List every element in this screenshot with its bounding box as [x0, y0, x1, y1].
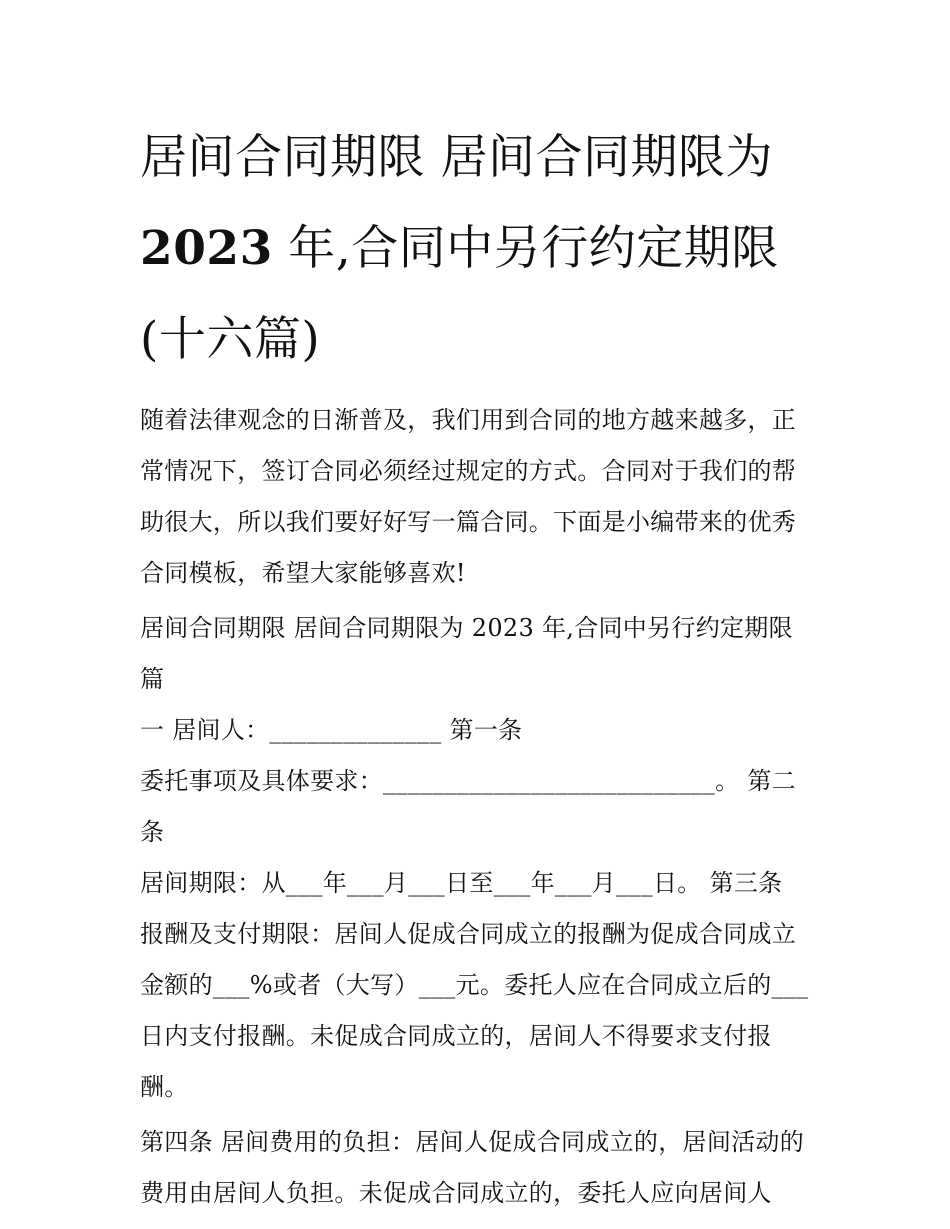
clause-3: 报酬及支付期限：居间人促成合同成立的报酬为促成合同成立金额的___%或者（大写）___元。委托人应在合同成立后的___日内支付报酬。未促成合同成立的，居间人不得要求支付报酬。 — [140, 920, 809, 1101]
section-1-heading — [140, 603, 812, 756]
clause-1: 委托事项及具体要求：___________________________。 第二条 — [140, 767, 796, 846]
document-title — [140, 112, 812, 385]
document-body — [140, 112, 812, 1219]
intro-paragraph: 随着法律观念的日渐普及，我们用到合同的地方越来越多，正常情况下，签订合同必须经过规定的方式。合同对于我们的帮助很大，所以我们要好好写一篇合同。下面是小编带来的优秀合同模板，希望大家能够喜欢! — [140, 406, 797, 587]
title-line-1: 居间合同期限 居间合同期限为 — [140, 130, 773, 185]
title-line-2: 年,合同中另行约定期限 — [272, 221, 779, 276]
section-1-heading-line-2: 一 居间人：______________ 第一条 — [140, 716, 523, 744]
section-1-heading-line-1: 居间合同期限 居间合同期限为 2023 年,合同中另行约定期限篇 — [140, 614, 793, 693]
title-line-3: (十六篇) — [140, 312, 321, 367]
title-year: 2023 — [140, 221, 273, 276]
clause-4: 第四条 居间费用的负担：居间人促成合同成立的，居间活动的费用由居间人负担。未促成合同成立的，委托人应向居间人 — [140, 1128, 805, 1207]
clause-2: 居间期限：从___年___月___日至___年___月___日。 第三条 — [140, 869, 783, 897]
